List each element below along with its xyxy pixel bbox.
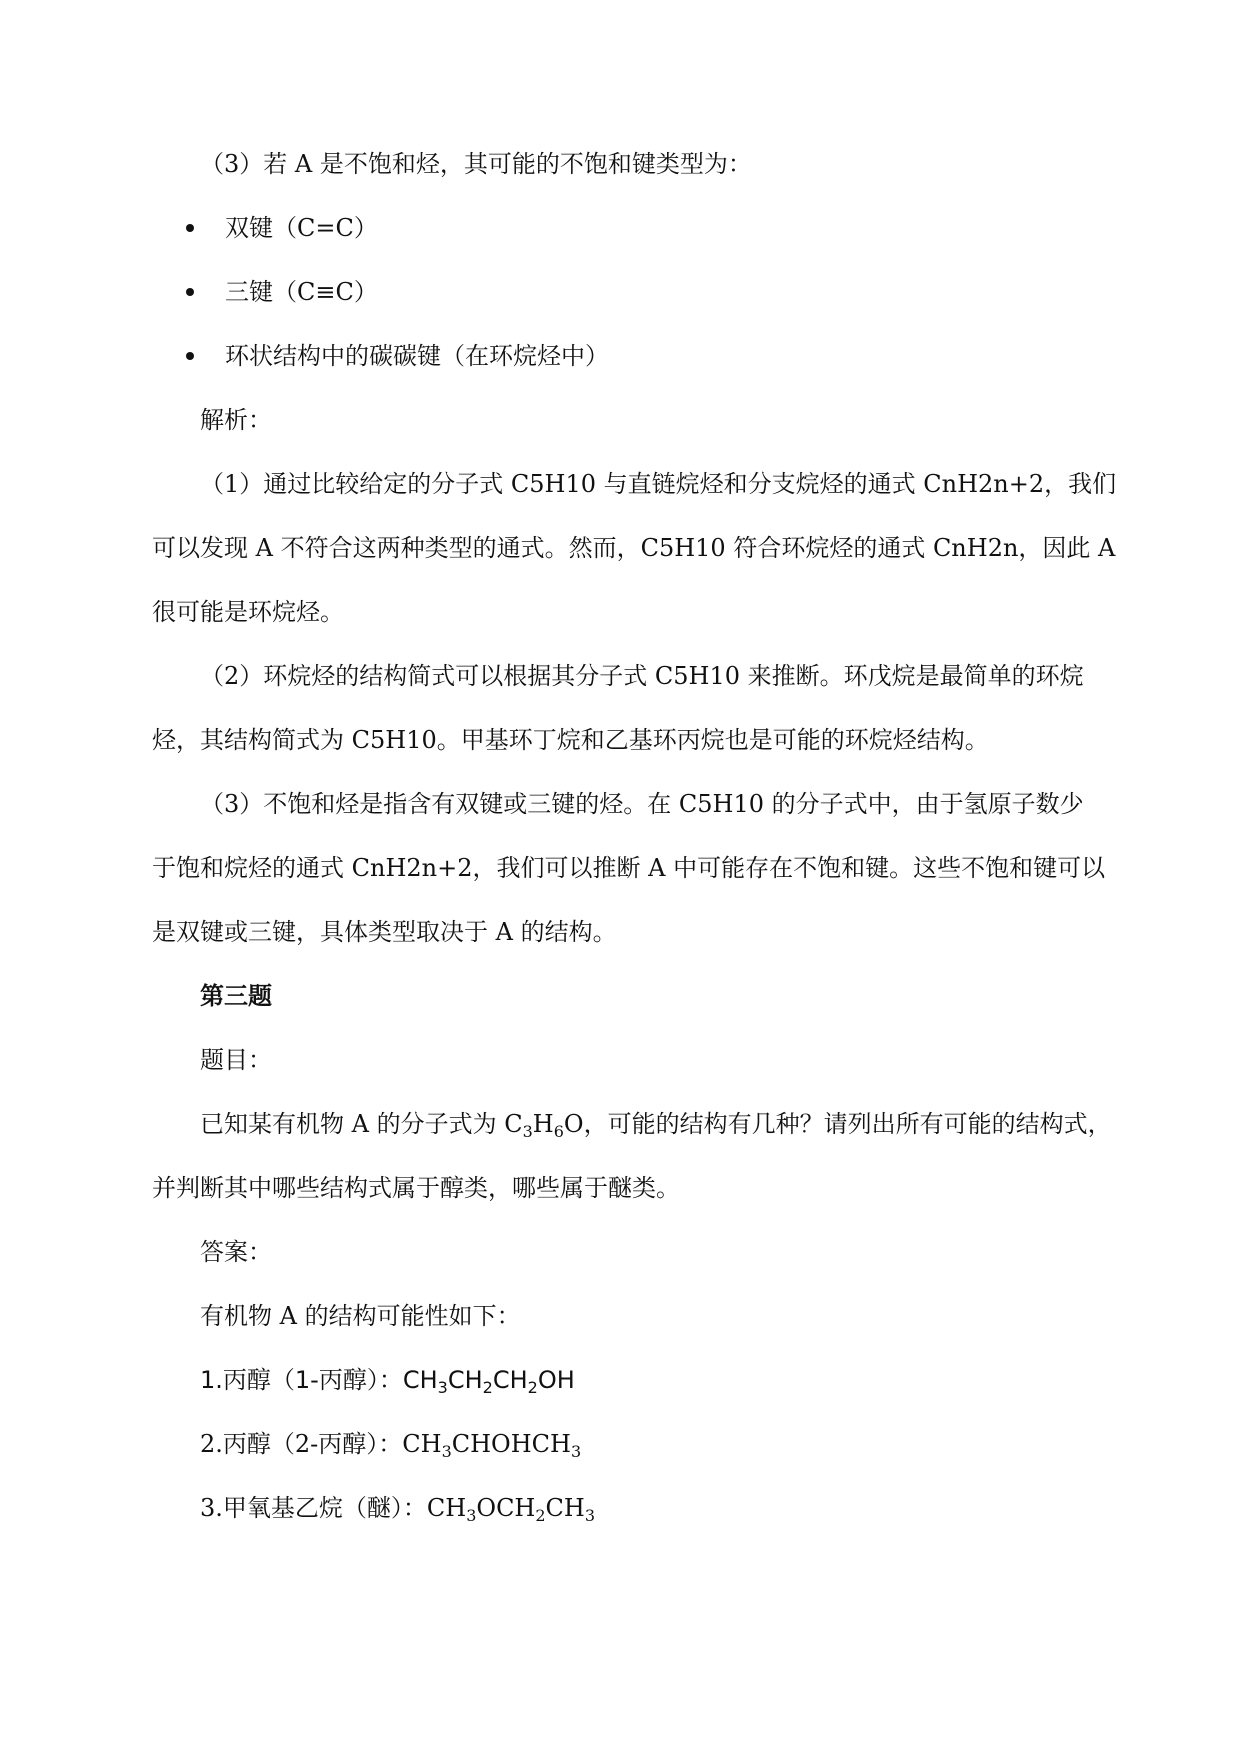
answer-item-name: 2.丙醇（2-丙醇）： xyxy=(200,1430,403,1458)
analysis-p1-line2: 可以发现 A 不符合这两种类型的通式。然而，C5H10 符合环烷烃的通式 CnH2n，因此 A xyxy=(152,534,1116,562)
answer-item-1 xyxy=(0,1364,1241,1396)
answer-label: 答案： xyxy=(200,1238,272,1266)
question-line1: 已知某有机物 A 的分子式为 $C_3H_6O$，可能的结构有几种？请列出所有可能的结构式， xyxy=(200,1110,1112,1141)
bullet-item-ring-bond xyxy=(0,340,1241,372)
bullet-text: 双键（C=C） xyxy=(225,214,378,242)
bullet-item-triple-bond xyxy=(0,276,1241,308)
answer-intro: 有机物 A 的结构可能性如下： xyxy=(200,1302,521,1330)
question-line2: 并判断其中哪些结构式属于醇类，哪些属于醚类。 xyxy=(152,1174,680,1202)
analysis-label: 解析： xyxy=(200,406,272,434)
bullet-text: 三键（C≡C） xyxy=(225,278,378,306)
analysis-p2-line1: （2）环烷烃的结构简式可以根据其分子式 C5H10 来推断。环戊烷是最简单的环烷 xyxy=(200,662,1084,690)
answer-item-2 xyxy=(0,1428,1241,1460)
analysis-p3-line2: 于饱和烷烃的通式 CnH2n+2，我们可以推断 A 中可能存在不饱和键。这些不饱和键可以 xyxy=(152,854,1106,882)
bullet-item-double-bond xyxy=(0,212,1241,244)
analysis-p3-line1: （3）不饱和烃是指含有双键或三键的烃。在 C5H10 的分子式中，由于氢原子数少 xyxy=(200,790,1084,818)
bullet-text: 环状结构中的碳碳键（在环烷烃中） xyxy=(225,342,609,370)
part3-header: （3）若 A 是不饱和烃，其可能的不饱和键类型为： xyxy=(200,150,752,178)
analysis-p2-line2: 烃，其结构简式为 C5H10。甲基环丁烷和乙基环丙烷也是可能的环烷烃结构。 xyxy=(152,726,989,754)
question-label: 题目： xyxy=(200,1046,272,1074)
answer-item-name: 1.丙醇（1-丙醇）： xyxy=(200,1366,403,1394)
bullet-dot-icon xyxy=(186,288,194,296)
bullet-dot-icon xyxy=(186,352,194,360)
chemical-formula: $CH_3OCH_2CH_3$ xyxy=(426,1494,596,1525)
answer-item-name: 3.甲氧基乙烷（醚）： xyxy=(200,1494,427,1522)
bullet-dot-icon xyxy=(186,224,194,232)
section-title-q3: 第三题 xyxy=(200,982,272,1010)
chemical-formula: $CH_3CHOHCH_3$ xyxy=(402,1430,582,1461)
analysis-p3-line3: 是双键或三键，具体类型取决于 A 的结构。 xyxy=(152,918,617,946)
analysis-p1-line3: 很可能是环烷烃。 xyxy=(152,598,344,626)
chemical-formula: $CH_3CH_2CH_2OH$ xyxy=(402,1366,575,1397)
answer-item-3 xyxy=(0,1492,1241,1524)
analysis-p1-line1: （1）通过比较给定的分子式 C5H10 与直链烷烃和分支烷烃的通式 CnH2n+2，我们 xyxy=(200,470,1117,498)
